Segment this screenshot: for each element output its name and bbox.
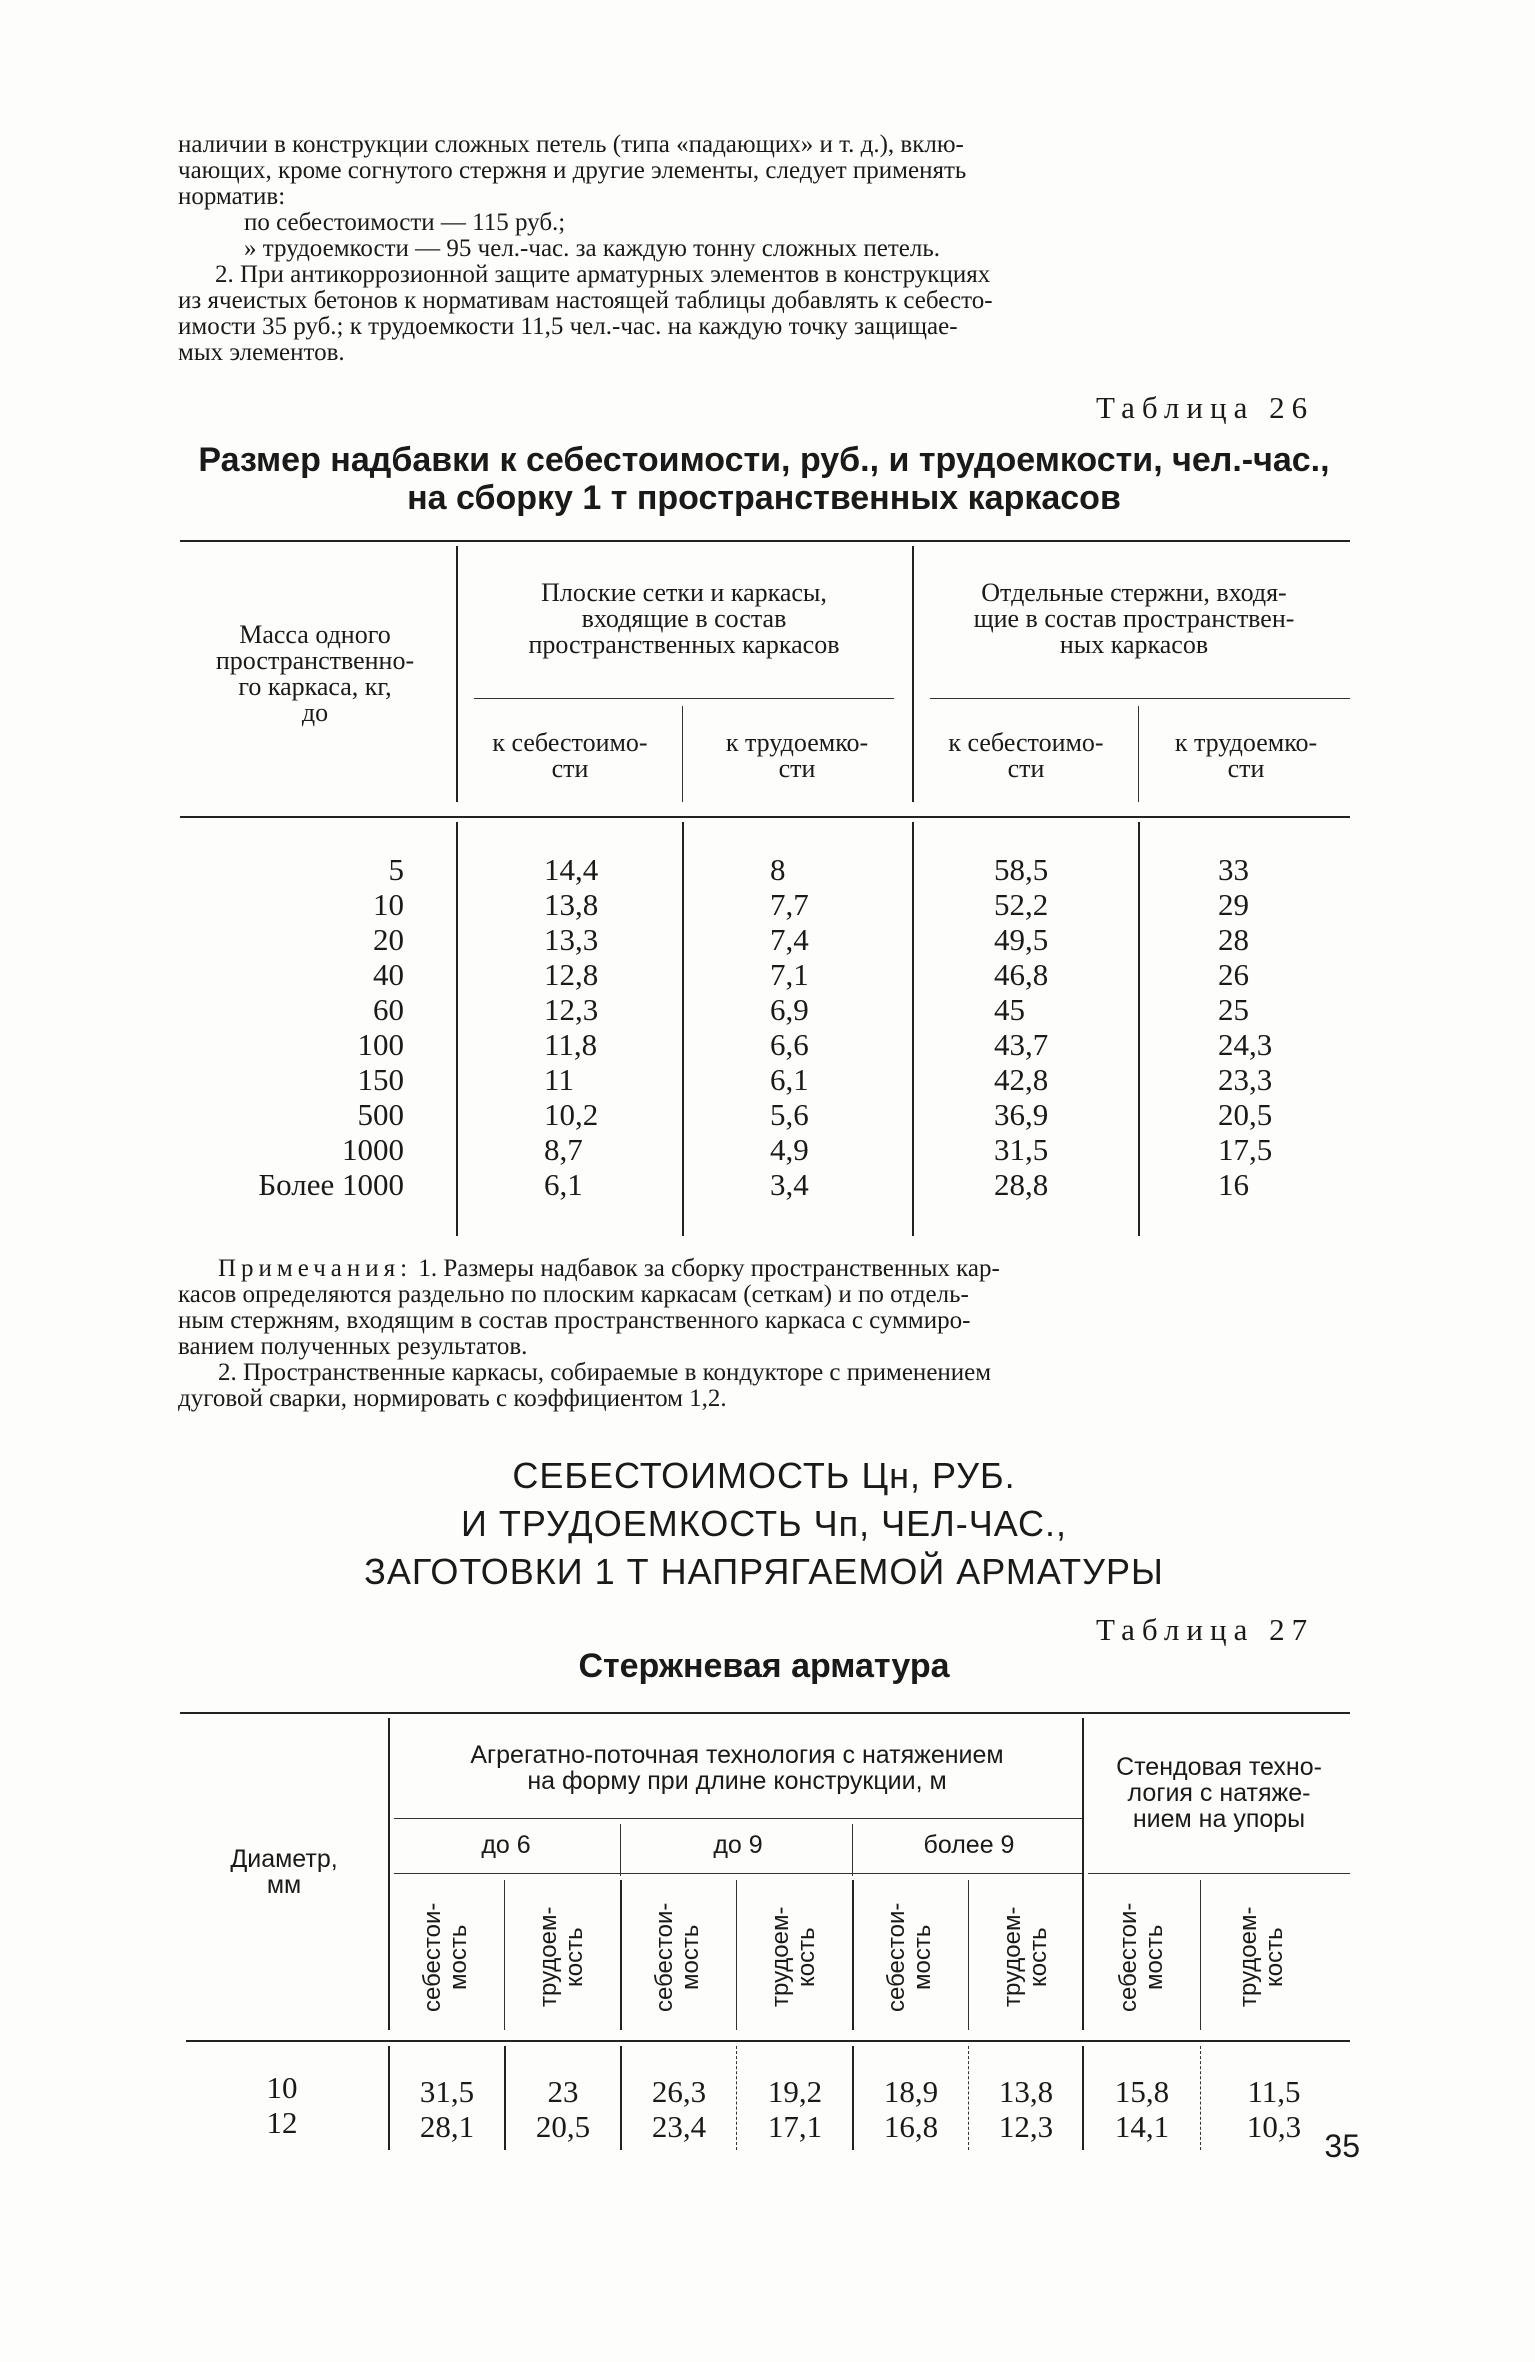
table26-title-line2: на сборку 1 т пространственных каркасов [407, 479, 1121, 517]
table-cell: 43,7 [994, 1027, 1049, 1062]
table-cell: 23,4 [651, 2109, 707, 2144]
table26-col-labor1 [770, 852, 890, 1202]
table26-group1-header: Плоские сетки и каркасы, входящие в состав пространственных каркасов [528, 578, 840, 659]
table-cell: 14,1 [1114, 2109, 1170, 2144]
table27-col-2 [508, 2074, 618, 2144]
intro-line: чающих, кроме согнутого стержня и другие элементы, следует применять [178, 157, 967, 184]
table-cell: 31,5 [994, 1132, 1049, 1167]
table-cell: 26,3 [651, 2074, 707, 2109]
table-cell: 7,1 [770, 957, 809, 992]
table-cell: 1000 [342, 1132, 404, 1167]
table-cell: 23 [547, 2074, 579, 2109]
table-cell: 17,1 [767, 2109, 823, 2144]
table-cell: 8 [770, 852, 786, 887]
table-cell: 24,3 [1218, 1027, 1273, 1062]
page-number: 35 [1324, 2128, 1360, 2164]
table27-col-7 [1086, 2074, 1198, 2144]
table-cell: 28,8 [994, 1167, 1049, 1202]
table27-rot-cost-1: себестои- мость [419, 1902, 472, 2012]
table-cell: 52,2 [994, 887, 1049, 922]
table-cell: 11 [544, 1062, 574, 1097]
table-cell: 10,3 [1246, 2109, 1302, 2144]
table27-rot-cost-2: себестои- мость [651, 1902, 704, 2012]
table-cell: 19,2 [767, 2074, 823, 2109]
table-cell: 4,9 [770, 1132, 809, 1167]
table27-group2-header: Стендовая техно- логия с натяже- нием на упоры [1116, 1753, 1322, 1833]
intro-line: мых элементов. [178, 339, 345, 366]
table27-col-6 [972, 2074, 1080, 2144]
table27-col-3 [624, 2074, 734, 2144]
table26-sub-labor-1: к трудоемко- сти [725, 728, 869, 783]
table-cell: 49,5 [994, 922, 1049, 957]
table-cell: 12,3 [998, 2109, 1054, 2144]
table-cell: 13,3 [544, 922, 599, 957]
intro-text [178, 132, 1350, 366]
table-cell: 17,5 [1218, 1132, 1273, 1167]
notes-line: касов определяются раздельно по плоским каркасам (сеткам) и по отдель- [178, 1281, 969, 1308]
table-cell: 18,9 [883, 2074, 939, 2109]
table27-diameter-header: Диаметр, мм [230, 1845, 338, 1899]
table-cell: 31,5 [419, 2074, 475, 2109]
table26-col-cost1 [544, 852, 664, 1202]
table-cell: 13,8 [998, 2074, 1054, 2109]
table-cell: 100 [357, 1027, 404, 1062]
table27-col-4 [740, 2074, 850, 2144]
table27-label: Таблица 27 [1096, 1612, 1315, 1647]
table-cell: 6,6 [770, 1027, 809, 1062]
table26-col-labor2 [1218, 852, 1338, 1202]
table26-label: Таблица 26 [1096, 390, 1315, 425]
table26-col-mass [182, 852, 404, 1202]
table-cell: 7,7 [770, 887, 809, 922]
table-cell: 29 [1218, 887, 1249, 922]
notes-line: 2. Пространственные каркасы, собираемые в кондукторе с применением [218, 1359, 992, 1386]
table26-mass-header: Масса одного пространственно- го каркаса, кг, до [215, 620, 415, 727]
table27-rot-labor-1: трудоем- кость [535, 1906, 588, 2008]
notes-line: дуговой сварки, нормировать с коэффициентом 1,2. [178, 1385, 727, 1412]
notes: Примечания: 1. Размеры надбавок за сборку пространственных кар- касов определяются раздельно по плоским каркасам (сеткам) и по отдель- ным стержням, входящим в состав пространственного каркаса с суммиро- ванием полученных результатов. 2. Пространственные каркасы, собираемые в кондукторе с применением дуговой сварки, нормировать с коэффициентом 1,2. [178, 1256, 1350, 1412]
table-cell: 20,5 [535, 2109, 591, 2144]
table27-rot-labor-4: трудоем- кость [1235, 1906, 1288, 2008]
table27-rot-labor-2: трудоем- кость [767, 1906, 820, 2008]
table-cell: Более 1000 [258, 1167, 404, 1202]
intro-line: » трудоемкости — 95 чел.-час. за каждую тонну сложных петель. [244, 235, 941, 262]
table-cell: 20,5 [1218, 1097, 1273, 1132]
table26-col-cost2 [994, 852, 1114, 1202]
table-cell: 7,4 [770, 922, 809, 957]
table-cell: 5,6 [770, 1097, 809, 1132]
table27-subtitle: Стержневая арматура [578, 1647, 950, 1685]
table-cell: 16,8 [883, 2109, 939, 2144]
table-cell: 12,8 [544, 957, 599, 992]
section-heading-line1: СЕБЕСТОИМОСТЬ Цн, РУБ. [512, 1455, 1016, 1496]
table-cell: 150 [357, 1062, 404, 1097]
notes-label: Примечания: [218, 1255, 413, 1282]
table-cell: 8,7 [544, 1132, 583, 1167]
table-cell: 500 [357, 1097, 404, 1132]
table27-col-diameter [252, 2070, 312, 2140]
table-cell: 13,8 [544, 887, 599, 922]
table-cell: 58,5 [994, 852, 1049, 887]
table27-rot-labor-3: трудоем- кость [999, 1906, 1052, 2008]
table-cell: 10 [373, 887, 404, 922]
table26-sub-cost-1: к себестоимо- сти [492, 728, 648, 783]
table-cell: 60 [373, 992, 404, 1027]
table-cell: 40 [373, 957, 404, 992]
table-cell: 16 [1218, 1167, 1249, 1202]
table-cell: 12,3 [544, 992, 599, 1027]
table27-length-over9: более 9 [923, 1831, 1015, 1859]
table-cell: 3,4 [770, 1167, 809, 1202]
table-cell: 46,8 [994, 957, 1049, 992]
table-cell: 11,5 [1247, 2074, 1301, 2109]
table26-group2-header: Отдельные стержни, входя- щие в состав пространствен- ных каркасов [973, 578, 1295, 659]
intro-line: по себестоимости — 115 руб.; [244, 209, 566, 236]
section-heading-line2: И ТРУДОЕМКОСТЬ Чп, ЧЕЛ-ЧАС., [460, 1503, 1068, 1544]
table27-rot-cost-3: себестои- мость [883, 1902, 936, 2012]
table27-col-5 [856, 2074, 966, 2144]
table-cell: 33 [1218, 852, 1249, 887]
table-cell: 10 [266, 2070, 298, 2105]
table-cell: 20 [373, 922, 404, 957]
table-cell: 28,1 [419, 2109, 475, 2144]
table-cell: 28 [1218, 922, 1249, 957]
notes-line: ванием полученных результатов. [178, 1333, 528, 1360]
table-cell: 23,3 [1218, 1062, 1273, 1097]
table-cell: 45 [994, 992, 1025, 1027]
table27-col-1 [392, 2074, 502, 2144]
table27-group1-header: Агрегатно-поточная технология с натяжением на форму при длине конструкции, м [470, 1741, 1004, 1795]
table-cell: 11,8 [544, 1027, 598, 1062]
intro-line: из ячеистых бетонов к нормативам настоящей таблицы добавлять к себесто- [178, 287, 993, 314]
table-cell: 14,4 [544, 852, 599, 887]
intro-line: норматив: [178, 183, 286, 210]
table-cell: 26 [1218, 957, 1249, 992]
table-cell: 6,9 [770, 992, 809, 1027]
table-cell: 6,1 [770, 1062, 809, 1097]
table26-sub-cost-2: к себестоимо- сти [948, 728, 1104, 783]
table-cell: 25 [1218, 992, 1249, 1027]
table-cell: 5 [388, 852, 404, 887]
table-cell: 6,1 [544, 1167, 583, 1202]
notes-line: ным стержням, входящим в состав пространственного каркаса с суммиро- [178, 1307, 971, 1334]
table26-title-line1: Размер надбавки к себестоимости, руб., и трудоемкости, чел.-час., [198, 441, 1330, 479]
table-cell: 36,9 [994, 1097, 1049, 1132]
table-cell: 10,2 [544, 1097, 599, 1132]
table27-rot-cost-4: себестои- мость [1115, 1902, 1168, 2012]
intro-line: имости 35 руб.; к трудоемкости 11,5 чел.-час. на каждую точку защищае- [178, 313, 958, 340]
table-cell: 15,8 [1114, 2074, 1170, 2109]
section-heading-line3: ЗАГОТОВКИ 1 Т НАПРЯГАЕМОЙ АРМАТУРЫ [364, 1551, 1164, 1592]
table27-length-upto9: до 9 [713, 1831, 763, 1859]
intro-line: наличии в конструкции сложных петель (типа «падающих» и т. д.), вклю- [178, 131, 964, 158]
intro-line: 2. При антикоррозионной защите арматурных элементов в конструкциях [215, 261, 991, 288]
table27-length-upto6: до 6 [481, 1831, 531, 1859]
table-cell: 42,8 [994, 1062, 1049, 1097]
table-cell: 12 [266, 2105, 298, 2140]
table26-sub-labor-2: к трудоемко- сти [1174, 728, 1318, 783]
